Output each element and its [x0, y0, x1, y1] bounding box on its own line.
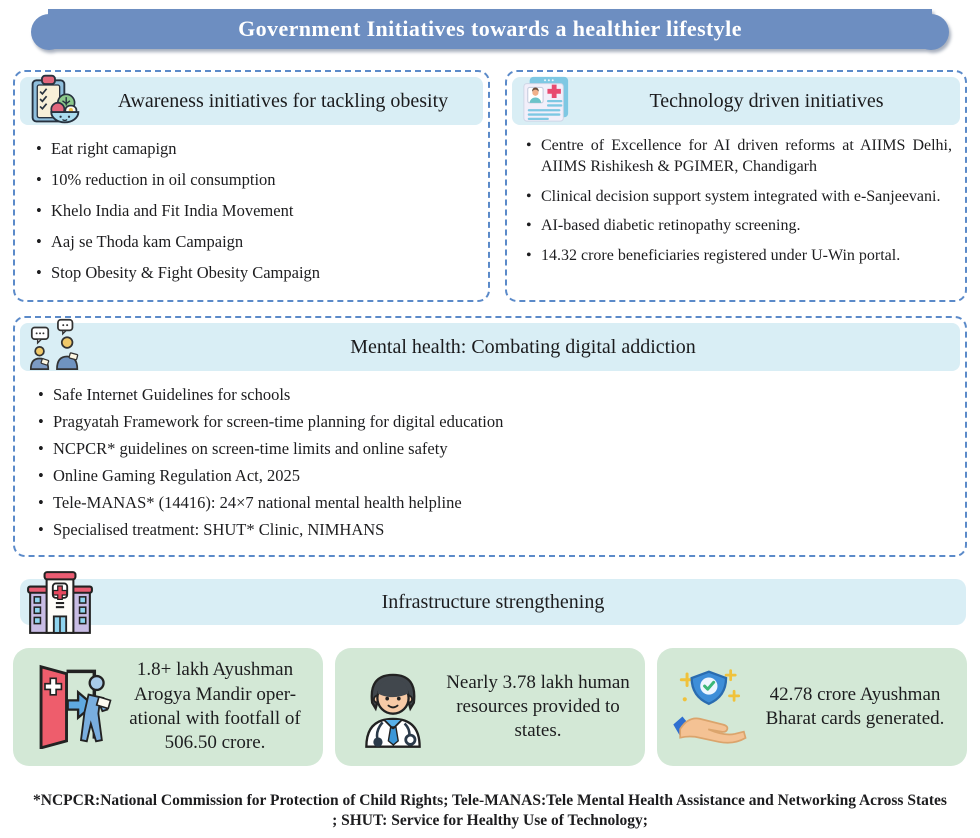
doctor-icon: [349, 661, 437, 754]
stat-card-bharat-cards: [657, 648, 967, 766]
footnote: [0, 791, 980, 831]
stat-cards: [13, 648, 967, 766]
list-item: • NCPCR* guidelines on screen-time limits and online safety: [36, 439, 956, 459]
infrastructure-title: Infrastructure strengthening: [381, 591, 605, 613]
footnote-line-2: ; SHUT: Service for Healthy Use of Technology;: [332, 812, 648, 830]
list-item: • Tele-MANAS* (14416): 24×7 national mental health helpline: [36, 493, 956, 513]
list-item: • 14.32 crore beneficiaries registered under U-Win portal.: [524, 246, 952, 267]
technology-title: Technology driven initiatives: [649, 89, 884, 112]
stat-card-arogya-mandir: [13, 648, 323, 766]
stat-card-text: Nearly 3.78 lakh human resources provided to states.: [446, 671, 630, 742]
page-title: Government Initiatives towards a healthier lifestyle: [238, 16, 742, 41]
awareness-list: [34, 139, 479, 283]
stat-card-text: 42.78 crore Ayushman Bharat cards generated.: [765, 683, 945, 729]
list-item: • Safe Internet Guidelines for schools: [36, 385, 956, 405]
infrastructure-header: [20, 579, 966, 625]
top-columns: [13, 70, 967, 302]
list-item: • Eat right camapign: [34, 139, 479, 159]
list-item: • Stop Obesity & Fight Obesity Campaign: [34, 263, 479, 283]
list-item: • Centre of Excellence for AI driven reforms at AIIMS Delhi, AIIMS Rishikesh & PGIMER, Chandigarh: [524, 136, 952, 178]
list-item: • AI-based diabetic retinopathy screening.: [524, 216, 952, 237]
stat-card-text: 1.8+ lakh Ayushman Arogya Mandir oper-ational with footfall of 506.50 crore.: [129, 659, 301, 754]
list-item: • Online Gaming Regulation Act, 2025: [36, 466, 956, 486]
mental-health-box: [13, 316, 967, 557]
list-item: • Aaj se Thoda kam Campaign: [34, 232, 479, 252]
stat-card-human-resources: [335, 648, 645, 766]
shield-hand-icon: [671, 666, 749, 749]
clipboard-diet-icon: [27, 71, 83, 132]
technology-list: [524, 136, 952, 267]
banner: [48, 9, 932, 49]
list-item: • Khelo India and Fit India Movement: [34, 201, 479, 221]
technology-box: [505, 70, 967, 302]
list-item: • Clinical decision support system integrated with e-Sanjeevani.: [524, 187, 952, 208]
list-item: • 10% reduction in oil consumption: [34, 170, 479, 190]
awareness-header: [20, 77, 483, 125]
list-item: • Pragyatah Framework for screen-time planning for digital education: [36, 412, 956, 432]
technology-header: [512, 77, 960, 125]
footnote-line-1: *NCPCR:National Commission for Protection of Child Rights; Tele-MANAS:Tele Mental Health Assistance and Networking Across States: [33, 792, 947, 809]
mental-health-title: Mental health: Combating digital addiction: [350, 335, 696, 358]
mental-health-list: [36, 385, 956, 540]
mental-health-header: [20, 323, 960, 371]
awareness-title: Awareness initiatives for tackling obesity: [117, 89, 449, 112]
door-entry-icon: [27, 661, 113, 754]
medical-record-icon: [519, 74, 573, 129]
hospital-icon: [26, 567, 94, 642]
counselling-chat-icon: [26, 314, 86, 377]
awareness-box: [13, 70, 490, 302]
list-item: • Specialised treatment: SHUT* Clinic, NIMHANS: [36, 520, 956, 540]
